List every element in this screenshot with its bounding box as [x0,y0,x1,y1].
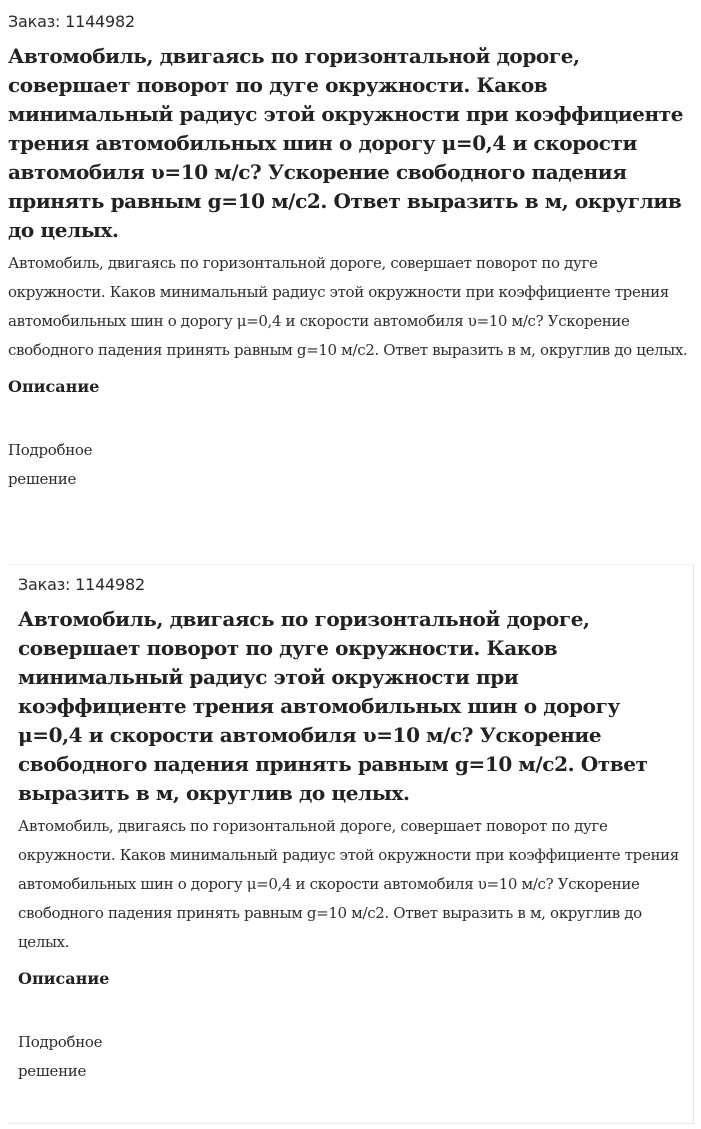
description-heading: Описание [8,377,100,396]
order-card-1 [0,0,701,553]
problem-text: Автомобиль, двигаясь по горизонтальной дороге, совершает поворот по дуге окружности. Каков минимальный радиус этой окружности при коэффициенте трения автомобильных шин о дорогу μ=0,4 и скорости автомобиля υ=10 м/с? Ускорение свободного падения принять равным g=10 м/с2. Ответ выразить в м, округлив до целых. [8,254,688,359]
order-card-2 [8,564,694,1124]
problem-title: Автомобиль, двигаясь по горизонтальной дороге, совершает поворот по дуге окружности. Каков минимальный радиус этой окружности при коэффициенте трения автомобильных шин о дорогу μ=0,4 и скорости автомобиля υ=10 м/с? Ускорение свободного падения принять равным g=10 м/с2. Ответ выразить в м, округлив до целых. [18,607,648,805]
detailed-solution-link[interactable]: Подробное решение [18,1033,103,1080]
problem-text: Автомобиль, двигаясь по горизонтальной дороге, совершает поворот по дуге окружности. Каков минимальный радиус этой окружности при коэффициенте трения автомобильных шин о дорогу μ=0,4 и скорости автомобиля υ=10 м/с? Ускорение свободного падения принять равным g=10 м/с2. Ответ выразить в м, округлив до целых. [18,817,679,951]
detailed-solution-link[interactable]: Подробное решение [8,441,93,488]
description-heading: Описание [18,969,110,988]
order-number: Заказ: 1144982 [18,575,145,594]
order-number: Заказ: 1144982 [8,12,135,31]
problem-title: Автомобиль, двигаясь по горизонтальной дороге, совершает поворот по дуге окружности. Каков минимальный радиус этой окружности при коэффициенте трения автомобильных шин о дорогу μ=0,4 и скорости автомобиля υ=10 м/с? Ускорение свободного падения принять равным g=10 м/с2. Ответ выразить в м, округлив до целых. [8,44,684,242]
